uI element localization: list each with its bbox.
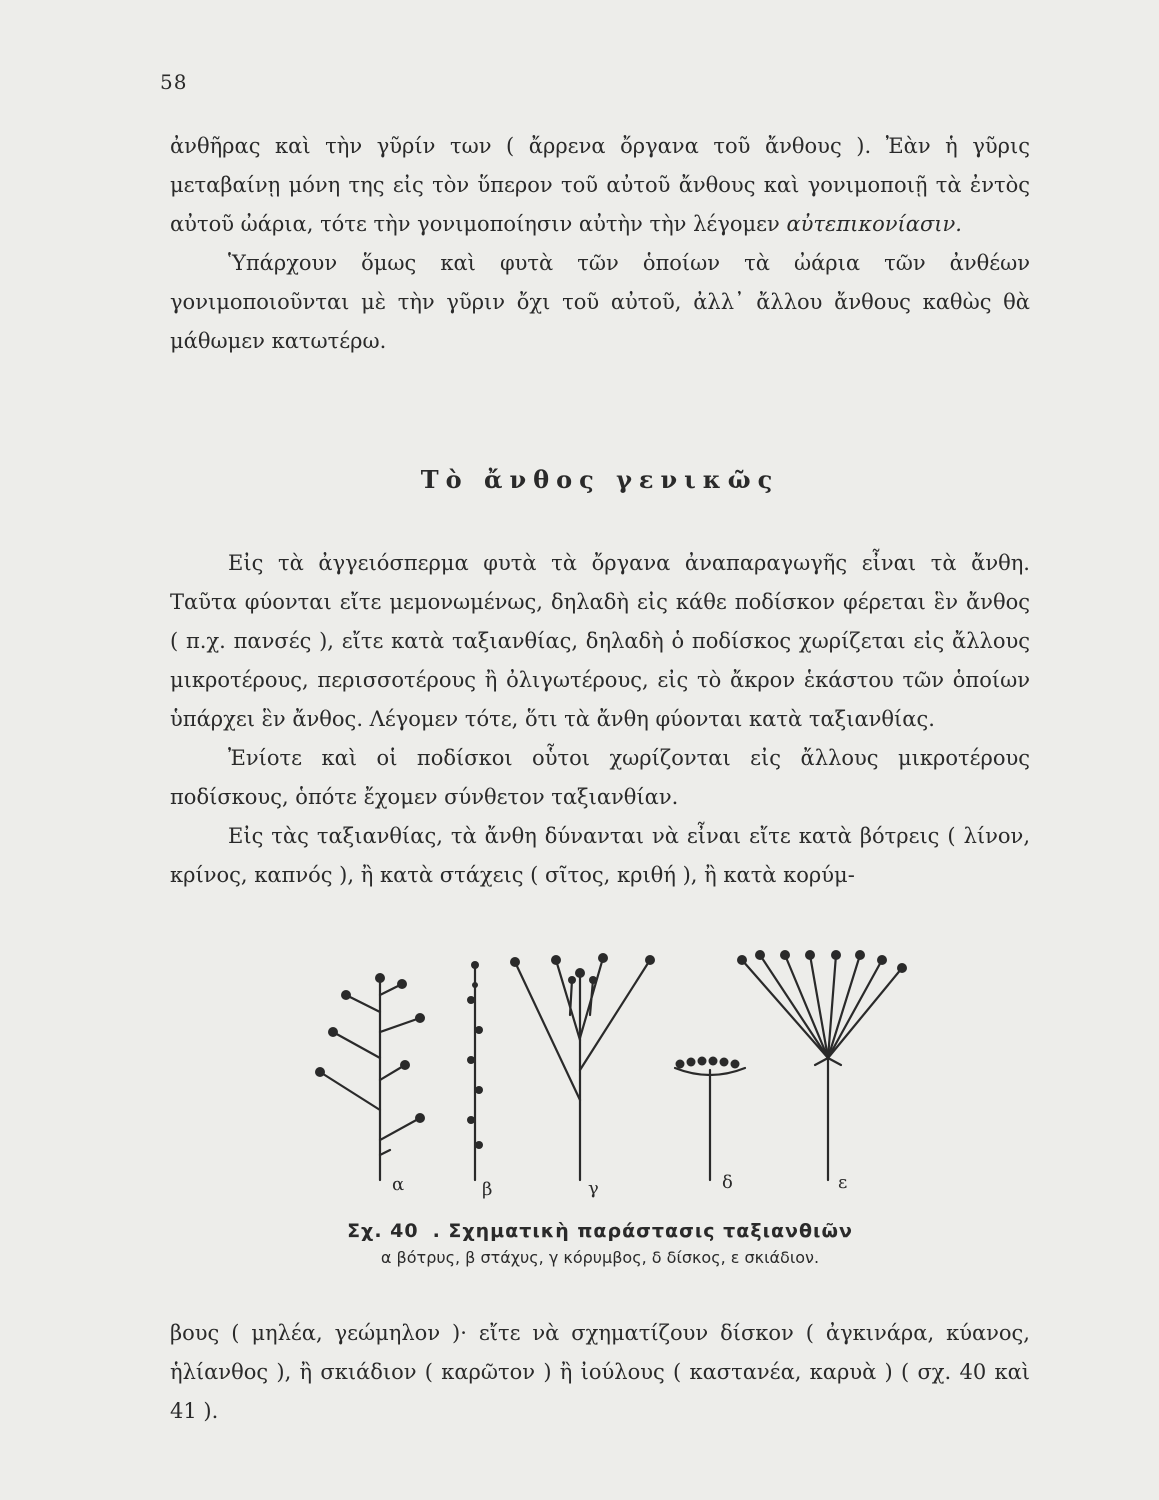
disc-diagram (675, 1068, 745, 1180)
figure-caption-legend: α βότρυς, β στάχυς, γ κόρυμβος, δ δίσκος, ε σκιάδιον. (380, 1248, 820, 1267)
paragraph-3: Εἰς τὰ ἀγγειόσπερμα φυτὰ τὰ ὄργανα ἀναπαραγωγῆς εἶναι τὰ ἄνθη. Ταῦτα φύονται εἴτε μεμονωμένως, δηλαδὴ εἰς κάθε ποδίσκον φέρεται ἓν ἄνθος ( π.χ. πανσές ), εἴτε κατὰ ταξιανθίας, δηλαδὴ ὁ ποδίσκος χωρίζεται εἰς ἄλλους μικροτέρους, περισσοτέρους ἢ ὀλιγωτέρους, εἰς τὸ ἄκρον ἑκάστου τῶν ὁποίων ὑπάρχει ἓν ἄνθος. Λέγομεν τότε, ὅτι τὰ ἄνθη φύονται κατὰ ταξιανθίας. (170, 551, 1030, 731)
figure-caption-title (170, 1220, 1030, 1242)
figure-caption (170, 1220, 1030, 1267)
text-block-top (170, 127, 1030, 361)
paragraph-2: Ὑπάρχουν ὅμως καὶ φυτὰ τῶν ὁποίων τὰ ὠάρια τῶν ἀνθέων γονιμοποιοῦνται μὲ τὴν γῦριν ὄχι τοῦ αὐτοῦ, ἀλλ᾽ ἄλλου ἄνθους καθὼς θὰ μάθωμεν κατωτέρω. (170, 251, 1030, 353)
label-alpha: α (392, 1174, 405, 1195)
inflorescence-figure (280, 940, 920, 1200)
page-number: 58 (160, 70, 188, 94)
label-beta: β (482, 1179, 493, 1200)
paragraph-1-text: ἀνθῆρας καὶ τὴν γῦρίν των ( ἄρρενα ὄργανα τοῦ ἄνθους ). Ἐὰν ἡ γῦρις μεταβαίνῃ μόνη της εἰς τὸν ὕπερον τοῦ αὐτοῦ ἄνθους καὶ γονιμοποιῇ τὰ ἐντὸς αὐτοῦ ὠάρια, τότε τὴν γονιμοποίησιν αὐτὴν τὴν λέγομεν (170, 134, 1030, 236)
text-block-middle (170, 544, 1030, 895)
term-autepikoniasi: αὐτεπικονίασιν. (786, 212, 962, 236)
label-delta: δ (722, 1172, 733, 1193)
section-heading: Τὸ ἄνθος γενικῶς (420, 465, 780, 494)
figure-number: Σχ. 40 (347, 1220, 419, 1242)
umbel-diagram (742, 955, 902, 1180)
corymb-diagram (515, 958, 650, 1180)
paragraph-6: βους ( μηλέα, γεώμηλον )· εἴτε νὰ σχηματίζουν δίσκον ( ἀγκινάρα, κύανος, ἡλίανθος ), ἢ σκιάδιον ( καρῶτον ) ἢ ἰούλους ( καστανέα, καρυὰ ) ( σχ. 40 καὶ 41 ). (170, 1321, 1030, 1423)
text-block-bottom (170, 1314, 1030, 1431)
figure-title-text: . Σχηματικὴ παράστασις ταξιανθιῶν (432, 1220, 853, 1242)
raceme-diagram (320, 980, 420, 1180)
label-epsilon: ε (838, 1172, 848, 1193)
label-gamma: γ (588, 1178, 599, 1199)
paragraph-5: Εἰς τὰς ταξιανθίας, τὰ ἄνθη δύνανται νὰ εἶναι εἴτε κατὰ βότρεις ( λίνον, κρίνος, καπνός ), ἢ κατὰ στάχεις ( σῖτος, κριθή ), ἢ κατὰ κορύμ- (170, 824, 1030, 887)
paragraph-1 (170, 127, 1030, 244)
paragraph-4: Ἐνίοτε καὶ οἱ ποδίσκοι οὗτοι χωρίζονται εἰς ἄλλους μικροτέρους ποδίσκους, ὁπότε ἔχομεν σύνθετον ταξιανθίαν. (170, 746, 1030, 809)
